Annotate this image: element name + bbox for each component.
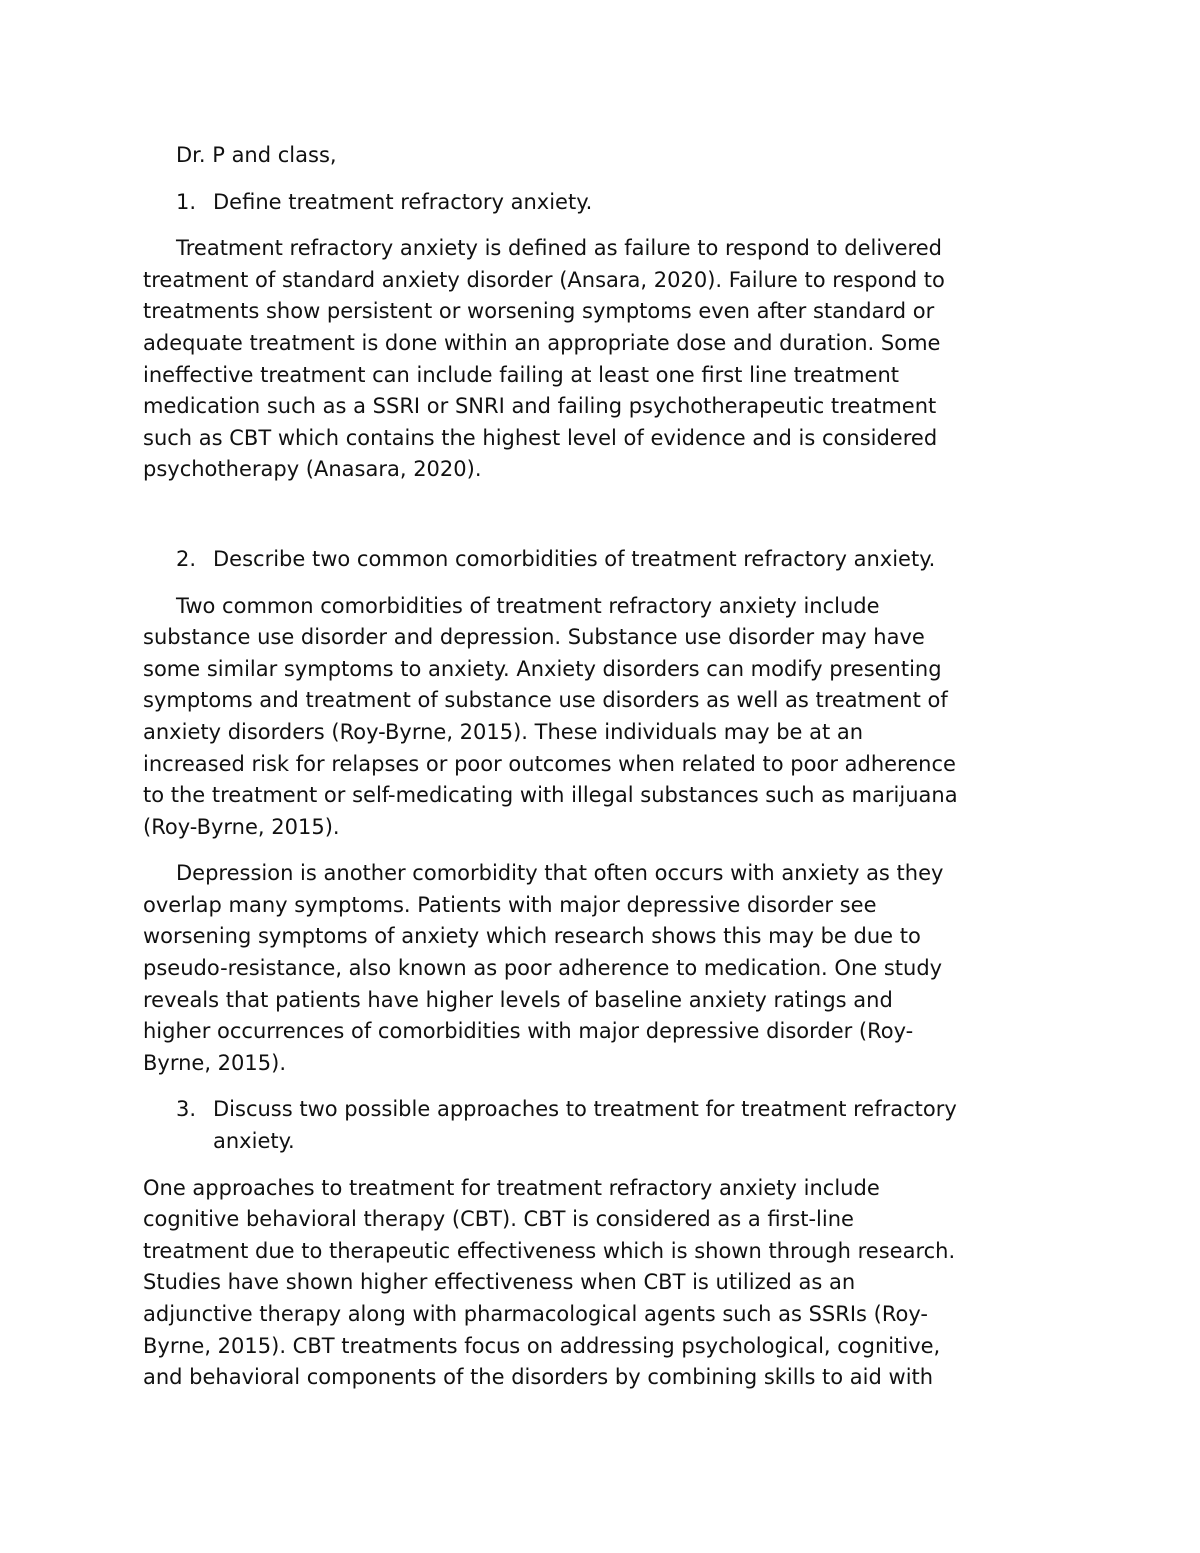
paragraph-line: ineffective treatment can include failing at least one first line treatment <box>143 362 899 387</box>
paragraph-line: One approaches to treatment for treatment refractory anxiety include <box>143 1175 880 1200</box>
question-2 <box>143 544 1063 576</box>
paragraph-line: treatment of standard anxiety disorder (Ansara, 2020). Failure to respond to <box>143 267 945 292</box>
question-1-text: Define treatment refractory anxiety. <box>213 189 593 214</box>
document-page <box>143 140 1063 1409</box>
paragraph-line: adjunctive therapy along with pharmacological agents such as SSRIs (Roy- <box>143 1302 928 1326</box>
question-3-text <box>213 1094 1063 1157</box>
paragraph-line: substance use disorder and depression. Substance use disorder may have <box>143 625 925 650</box>
paragraph-line: such as CBT which contains the highest level of evidence and is considered <box>143 425 938 450</box>
question-1-number: 1. <box>176 189 197 214</box>
paragraph-line: worsening symptoms of anxiety which research shows this may be due to <box>143 924 921 949</box>
paragraph-line: Two common comorbidities of treatment refractory anxiety include <box>176 593 880 618</box>
paragraph-line: cognitive behavioral therapy (CBT). CBT is considered as a first-line <box>143 1207 854 1232</box>
paragraph-line: pseudo-resistance, also known as poor adherence to medication. One study <box>143 956 943 981</box>
paragraph-line: treatment due to therapeutic effectiveness which is shown through research. <box>143 1238 956 1263</box>
question-2-text: Describe two common comorbidities of treatment refractory anxiety. <box>213 546 936 571</box>
paragraph-line: Treatment refractory anxiety is defined as failure to respond to delivered <box>176 236 942 261</box>
paragraph-line: to the treatment or self-medicating with illegal substances such as marijuana <box>143 783 958 808</box>
paragraph-line: adequate treatment is done within an appropriate dose and duration. Some <box>143 330 941 355</box>
paragraph-line: medication such as a SSRI or SNRI and failing psychotherapeutic treatment <box>143 394 937 419</box>
answer-1-paragraph <box>143 233 1063 486</box>
greeting: Dr. P and class, <box>176 143 337 167</box>
paragraph-line: Depression is another comorbidity that often occurs with anxiety as they <box>176 861 944 886</box>
paragraph-line: Byrne, 2015). <box>143 1050 286 1075</box>
paragraph-line: Byrne, 2015). CBT treatments focus on addressing psychological, cognitive, <box>143 1333 941 1358</box>
paragraph-line: anxiety disorders (Roy-Byrne, 2015). These individuals may be at an <box>143 719 864 744</box>
paragraph-line: higher occurrences of comorbidities with major depressive disorder (Roy- <box>143 1019 914 1044</box>
question-3-line: anxiety. <box>213 1129 295 1154</box>
paragraph-line: overlap many symptoms. Patients with major depressive disorder see <box>143 892 877 917</box>
paragraph-line: Studies have shown higher effectiveness when CBT is utilized as an <box>143 1270 856 1295</box>
question-2-number: 2. <box>176 546 197 571</box>
question-3-number: 3. <box>176 1097 197 1122</box>
paragraph-line: treatments show persistent or worsening symptoms even after standard or <box>143 299 935 324</box>
paragraph-line: (Roy-Byrne, 2015). <box>143 814 340 839</box>
question-3 <box>143 1094 1063 1157</box>
paragraph-line: some similar symptoms to anxiety. Anxiety disorders can modify presenting <box>143 656 942 681</box>
question-3-line: Discuss two possible approaches to treatment for treatment refractory <box>213 1097 957 1122</box>
answer-2-paragraph <box>143 591 1063 844</box>
paragraph-line: reveals that patients have higher levels of baseline anxiety ratings and <box>143 987 893 1012</box>
paragraph-line: psychotherapy (Anasara, 2020). <box>143 457 482 482</box>
answer-2b-paragraph <box>143 858 1063 1079</box>
paragraph-line: increased risk for relapses or poor outcomes when related to poor adherence <box>143 751 956 776</box>
paragraph-line: and behavioral components of the disorders by combining skills to aid with <box>143 1365 934 1390</box>
paragraph-line: symptoms and treatment of substance use disorders as well as treatment of <box>143 688 948 713</box>
question-1 <box>143 187 1063 219</box>
answer-3-paragraph <box>143 1173 1063 1394</box>
